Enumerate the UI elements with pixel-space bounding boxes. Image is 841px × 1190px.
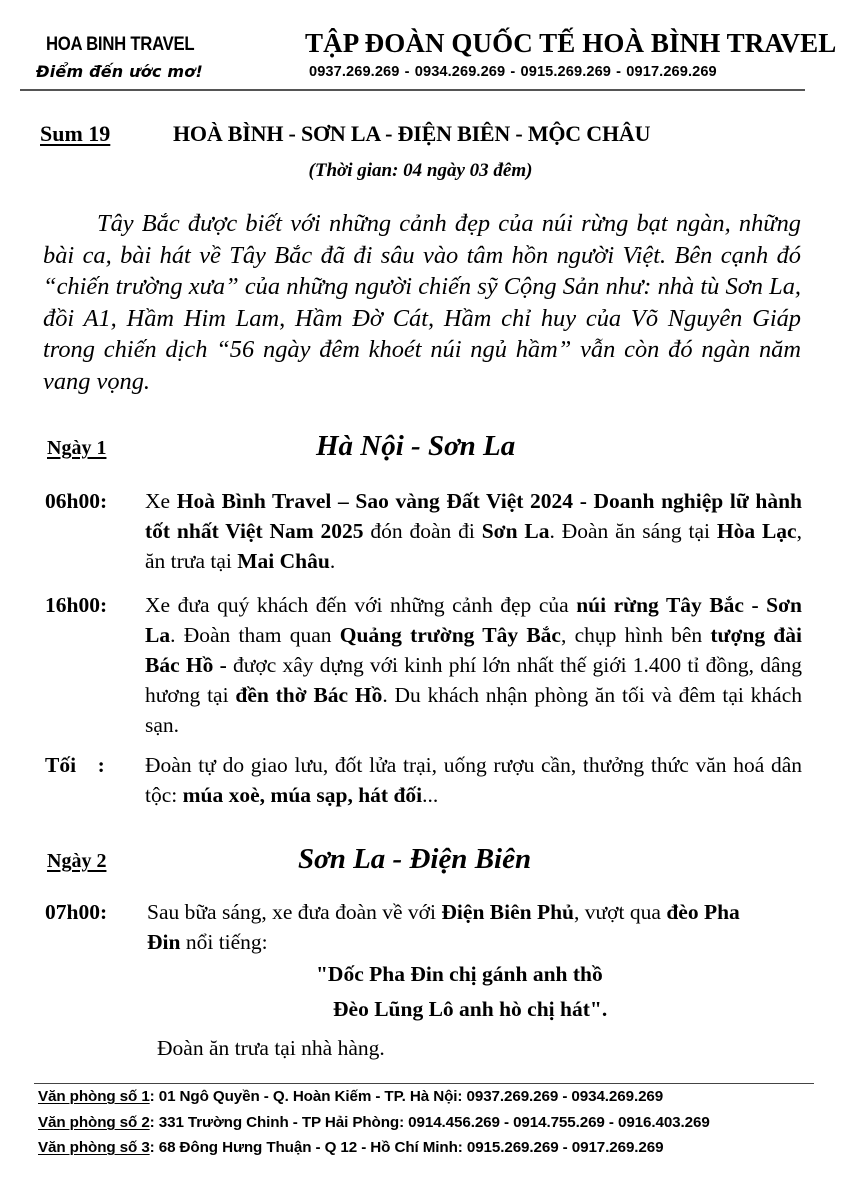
body-text: nổi tiếng: (180, 930, 268, 954)
hotline: 0917.269.269 (626, 64, 717, 80)
company-name: TẬP ĐOÀN QUỐC TẾ HOÀ BÌNH TRAVEL (305, 28, 837, 58)
office-details: : 68 Đông Hưng Thuận - Q 12 - Hồ Chí Minh: 0915.269.269 - 0917.269.269 (149, 1139, 664, 1156)
hotline-separator: - (612, 64, 626, 80)
body-text: Sau bữa sáng, xe đưa đoàn về với (147, 900, 442, 924)
entry-description (147, 897, 802, 957)
hotline: 0934.269.269 (414, 64, 506, 80)
highlight-text: Hòa Lạc (716, 519, 797, 543)
highlight-text: múa xoè, múa sạp, hát đối (182, 783, 423, 807)
entry-time: 06h00: (45, 489, 108, 513)
brand-slogan: Điểm đến ước mơ! (36, 62, 203, 81)
body-text: . Đoàn ăn sáng tại (549, 519, 717, 543)
highlight-text: núi rừng Tây Bắc - Sơn La (145, 593, 802, 647)
itinerary-entry (45, 590, 802, 740)
highlight-text: tượng đài Bác Hồ - (145, 623, 802, 677)
body-text: được xây dựng với kinh phí lớn nhất thế giới 1.400 tỉ đồng, dâng hương tại (145, 653, 802, 707)
header-divider (20, 89, 805, 91)
body-text: . Đoàn tham quan (170, 623, 340, 647)
brand-name: HOA BINH TRAVEL (46, 34, 195, 55)
tour-title: HOÀ BÌNH - SƠN LA - ĐIỆN BIÊN - MỘC CHÂU (173, 121, 651, 146)
poem-line: "Dốc Pha Đin chị gánh anh thồ (316, 962, 603, 986)
highlight-text: đền thờ Bác Hồ (235, 683, 383, 707)
hotline: 0937.269.269 (309, 64, 400, 80)
body-text: Xe đưa quý khách đến với những cảnh đẹp của (145, 593, 577, 617)
hotline: 0915.269.269 (520, 64, 612, 80)
highlight-text: Sơn La (481, 519, 550, 543)
poem-line: Đèo Lũng Lô anh hò chị hát". (333, 997, 608, 1021)
entry-time: Tối : (45, 753, 105, 777)
office-line (38, 1114, 710, 1131)
footer-divider (34, 1083, 814, 1084)
day-label: Ngày 1 (47, 437, 107, 459)
entry-description (145, 590, 802, 740)
itinerary-entry (45, 750, 802, 810)
body-text: ... (422, 783, 439, 807)
highlight-text: Mai Châu (237, 549, 330, 573)
hotline-list (309, 64, 717, 80)
hotline-separator: - (400, 64, 414, 80)
itinerary-entry (45, 486, 802, 576)
day-title: Sơn La - Điện Biên (298, 843, 532, 875)
entry-description (145, 750, 802, 810)
highlight-text: Quảng trường Tây Bắc (339, 623, 561, 647)
body-text: , chụp hình bên (560, 623, 711, 647)
office-line (38, 1139, 663, 1156)
office-details: : 331 Trường Chinh - TP Hải Phòng: 0914.456.269 - 0914.755.269 - 0916.403.269 (149, 1114, 710, 1131)
tour-code: Sum 19 (40, 121, 111, 146)
entry-time: 07h00: (45, 900, 108, 924)
body-text: Xe (145, 489, 177, 513)
body-text: . Du khách nhận phòng ăn tối và đêm tại khách sạn. (145, 683, 803, 737)
body-text: Đoàn tự do giao lưu, đốt lửa trại, uống rượu cần, thưởng thức văn hoá dân tộc: (145, 753, 802, 807)
body-text: , vượt qua (574, 900, 667, 924)
entry-time: 16h00: (45, 593, 108, 617)
lunch-note: Đoàn ăn trưa tại nhà hàng. (157, 1036, 385, 1060)
highlight-text: Điện Biên Phủ (441, 900, 575, 924)
tour-duration: (Thời gian: 04 ngày 03 đêm) (308, 160, 533, 181)
entry-description (145, 486, 802, 576)
office-line (38, 1088, 663, 1105)
highlight-text: đèo Pha Đin (147, 900, 740, 954)
body-text: đón đoàn đi (363, 519, 482, 543)
highlight-text: Hoà Bình Travel – Sao vàng Đất Việt 2024 - Doanh nghiệp lữ hành tốt nhất Việt Nam 2025 (145, 489, 802, 543)
body-text: . (329, 549, 336, 573)
itinerary-entry (45, 897, 802, 957)
office-label: Văn phòng số 2 (38, 1114, 150, 1131)
office-label: Văn phòng số 1 (38, 1088, 150, 1105)
tour-intro: Tây Bắc được biết với những cảnh đẹp của núi rừng bạt ngàn, những bài ca, bài hát về Tây Bắc đã đi sâu vào tâm hồn người Việt. Bên cạnh đó “chiến trường xưa” của những người chiến sỹ Cộng Sản như: nhà tù Sơn La, đồi A1, Hầm Him Lam, Hầm Đờ Cát, Hầm chỉ huy của Võ Nguyên Giáp trong chiến dịch “56 ngày đêm khoét núi ngủ hầm” vẫn còn đó ngàn năm vang vọng. (43, 210, 801, 395)
office-details: : 01 Ngô Quyền - Q. Hoàn Kiếm - TP. Hà Nội: 0937.269.269 - 0934.269.269 (149, 1088, 664, 1105)
hotline-separator: - (506, 64, 520, 80)
day-title: Hà Nội - Sơn La (316, 430, 516, 462)
body-text: , ăn trưa tại (145, 519, 802, 573)
day-label: Ngày 2 (47, 850, 107, 872)
office-label: Văn phòng số 3 (38, 1139, 150, 1156)
